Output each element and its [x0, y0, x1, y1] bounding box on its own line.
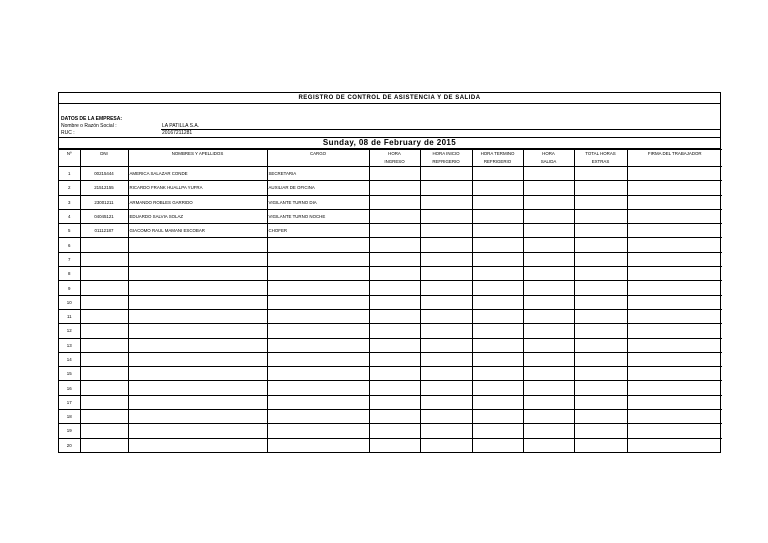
- row-hora-inicio-cell: [420, 224, 472, 238]
- table-row: [59, 410, 722, 424]
- row-cargo-cell: [267, 410, 369, 424]
- row-hora-ingreso-cell: [369, 281, 420, 295]
- row-dni-cell: [80, 338, 128, 352]
- row-cargo-cell: [267, 381, 369, 395]
- row-nombre-cell: [128, 267, 267, 281]
- row-cargo-cell: SECRETARIA: [267, 167, 369, 181]
- row-hora-salida-cell: [523, 267, 574, 281]
- row-dni-cell: [80, 424, 128, 438]
- header-firma-cont: [627, 158, 722, 167]
- row-firma-cell: [627, 410, 722, 424]
- table-row: [59, 395, 722, 409]
- row-hora-inicio-cell: [420, 338, 472, 352]
- row-cargo-cell: [267, 395, 369, 409]
- row-num-cell: 11: [59, 309, 80, 323]
- row-total-horas-cell: [574, 424, 627, 438]
- row-hora-ingreso-cell: [369, 195, 420, 209]
- row-nombre-cell: [128, 352, 267, 366]
- row-hora-termino-cell: [472, 338, 523, 352]
- row-dni-cell: [80, 238, 128, 252]
- row-hora-termino-cell: [472, 267, 523, 281]
- row-firma-cell: [627, 338, 722, 352]
- attendance-sheet: [58, 92, 721, 453]
- header-hora-termino-sub: REFRIGERIO: [472, 158, 523, 167]
- row-firma-cell: [627, 252, 722, 266]
- row-dni-cell: [80, 410, 128, 424]
- row-hora-inicio-cell: [420, 238, 472, 252]
- row-total-horas-cell: [574, 281, 627, 295]
- row-hora-inicio-cell: [420, 181, 472, 195]
- row-nombre-cell: [128, 295, 267, 309]
- header-num-cont: [59, 158, 80, 167]
- row-firma-cell: [627, 367, 722, 381]
- row-cargo-cell: [267, 438, 369, 452]
- company-name-label: Nombre o Razón Social :: [61, 123, 117, 129]
- company-info: [59, 104, 720, 129]
- row-hora-termino-cell: [472, 352, 523, 366]
- row-hora-inicio-cell: [420, 267, 472, 281]
- row-nombre-cell: [128, 238, 267, 252]
- row-hora-ingreso-cell: [369, 267, 420, 281]
- row-nombre-cell: [128, 281, 267, 295]
- row-hora-salida-cell: [523, 181, 574, 195]
- row-hora-salida-cell: [523, 352, 574, 366]
- row-hora-inicio-cell: [420, 381, 472, 395]
- row-hora-termino-cell: [472, 367, 523, 381]
- row-cargo-cell: [267, 238, 369, 252]
- row-hora-termino-cell: [472, 324, 523, 338]
- row-hora-salida-cell: [523, 309, 574, 323]
- table-row: [59, 167, 722, 181]
- row-cargo-cell: [267, 281, 369, 295]
- row-cargo-cell: [267, 295, 369, 309]
- table-row: [59, 224, 722, 238]
- row-hora-ingreso-cell: [369, 410, 420, 424]
- row-hora-termino-cell: [472, 295, 523, 309]
- table-row: [59, 267, 722, 281]
- row-total-horas-cell: [574, 324, 627, 338]
- row-nombre-cell: [128, 338, 267, 352]
- row-num-cell: 17: [59, 395, 80, 409]
- row-hora-termino-cell: [472, 224, 523, 238]
- header-hora-salida-sub: SALIDA: [523, 158, 574, 167]
- header-hora-inicio: HORA INICIO: [420, 150, 472, 159]
- row-firma-cell: [627, 181, 722, 195]
- row-firma-cell: [627, 295, 722, 309]
- table-row: [59, 424, 722, 438]
- row-hora-salida-cell: [523, 195, 574, 209]
- row-dni-cell: [80, 395, 128, 409]
- row-dni-cell: 01112187: [80, 224, 128, 238]
- row-nombre-cell: [128, 424, 267, 438]
- row-dni-cell: 21512155: [80, 181, 128, 195]
- table-row: [59, 209, 722, 223]
- table-row: [59, 352, 722, 366]
- header-cargo-cont: [267, 158, 369, 167]
- row-cargo-cell: AUXILIAR DE OFICINA: [267, 181, 369, 195]
- row-dni-cell: [80, 381, 128, 395]
- row-hora-termino-cell: [472, 181, 523, 195]
- row-hora-ingreso-cell: [369, 309, 420, 323]
- header-num: Nº: [59, 150, 80, 159]
- row-firma-cell: [627, 195, 722, 209]
- row-hora-inicio-cell: [420, 295, 472, 309]
- row-nombre-cell: [128, 410, 267, 424]
- company-ruc-label: RUC :: [61, 130, 75, 136]
- row-total-horas-cell: [574, 395, 627, 409]
- row-num-cell: 20: [59, 438, 80, 452]
- header-hora-termino: HORA TERMINO: [472, 150, 523, 159]
- table-row: [59, 381, 722, 395]
- row-hora-salida-cell: [523, 209, 574, 223]
- header-hora-inicio-sub: REFRIGERIO: [420, 158, 472, 167]
- row-hora-ingreso-cell: [369, 238, 420, 252]
- row-total-horas-cell: [574, 181, 627, 195]
- row-num-cell: 2: [59, 181, 80, 195]
- row-firma-cell: [627, 281, 722, 295]
- row-hora-salida-cell: [523, 381, 574, 395]
- table-row: [59, 295, 722, 309]
- row-cargo-cell: [267, 338, 369, 352]
- row-num-cell: 18: [59, 410, 80, 424]
- header-nombres: NOMBRES Y APELLIDOS: [128, 150, 267, 159]
- row-hora-ingreso-cell: [369, 209, 420, 223]
- row-hora-termino-cell: [472, 167, 523, 181]
- row-total-horas-cell: [574, 224, 627, 238]
- row-nombre-cell: [128, 252, 267, 266]
- row-hora-inicio-cell: [420, 309, 472, 323]
- row-hora-salida-cell: [523, 438, 574, 452]
- row-dni-cell: [80, 324, 128, 338]
- table-row: [59, 338, 722, 352]
- row-hora-ingreso-cell: [369, 324, 420, 338]
- row-hora-ingreso-cell: [369, 352, 420, 366]
- row-hora-salida-cell: [523, 281, 574, 295]
- row-num-cell: 4: [59, 209, 80, 223]
- row-nombre-cell: [128, 438, 267, 452]
- row-firma-cell: [627, 395, 722, 409]
- row-cargo-cell: [267, 324, 369, 338]
- row-hora-ingreso-cell: [369, 181, 420, 195]
- row-firma-cell: [627, 238, 722, 252]
- row-hora-salida-cell: [523, 167, 574, 181]
- row-hora-salida-cell: [523, 224, 574, 238]
- row-num-cell: 19: [59, 424, 80, 438]
- row-nombre-cell: GIACOMO RAUL MAMANI ESCOBAR: [128, 224, 267, 238]
- table-row: [59, 252, 722, 266]
- row-num-cell: 6: [59, 238, 80, 252]
- row-total-horas-cell: [574, 209, 627, 223]
- header-row-top: [59, 150, 722, 159]
- header-row-bottom: [59, 158, 722, 167]
- row-hora-termino-cell: [472, 281, 523, 295]
- row-nombre-cell: EDUARDO SALVIA SOLAZ: [128, 209, 267, 223]
- row-hora-termino-cell: [472, 395, 523, 409]
- row-hora-termino-cell: [472, 309, 523, 323]
- row-num-cell: 12: [59, 324, 80, 338]
- row-cargo-cell: CHOFER: [267, 224, 369, 238]
- row-hora-ingreso-cell: [369, 295, 420, 309]
- company-name-value: LA PATILLA S.A.: [162, 123, 200, 129]
- row-hora-salida-cell: [523, 238, 574, 252]
- row-total-horas-cell: [574, 367, 627, 381]
- table-row: [59, 238, 722, 252]
- row-nombre-cell: AMERICA SALAZAR CONDE: [128, 167, 267, 181]
- row-cargo-cell: VIGILANTE TURNO DIA: [267, 195, 369, 209]
- row-cargo-cell: [267, 309, 369, 323]
- row-total-horas-cell: [574, 309, 627, 323]
- row-dni-cell: [80, 438, 128, 452]
- row-hora-termino-cell: [472, 381, 523, 395]
- row-total-horas-cell: [574, 352, 627, 366]
- header-dni-cont: [80, 158, 128, 167]
- row-total-horas-cell: [574, 381, 627, 395]
- row-hora-ingreso-cell: [369, 224, 420, 238]
- row-cargo-cell: VIGILANTE TURNO NOCHE: [267, 209, 369, 223]
- row-hora-ingreso-cell: [369, 167, 420, 181]
- row-cargo-cell: [267, 267, 369, 281]
- row-hora-salida-cell: [523, 324, 574, 338]
- row-num-cell: 9: [59, 281, 80, 295]
- row-total-horas-cell: [574, 338, 627, 352]
- row-hora-inicio-cell: [420, 410, 472, 424]
- row-firma-cell: [627, 209, 722, 223]
- row-hora-termino-cell: [472, 438, 523, 452]
- row-nombre-cell: [128, 381, 267, 395]
- row-num-cell: 14: [59, 352, 80, 366]
- row-num-cell: 15: [59, 367, 80, 381]
- row-hora-inicio-cell: [420, 195, 472, 209]
- table-row: [59, 195, 722, 209]
- header-firma: FIRMA DEL TRABAJADOR: [627, 150, 722, 159]
- row-hora-ingreso-cell: [369, 381, 420, 395]
- row-firma-cell: [627, 424, 722, 438]
- row-total-horas-cell: [574, 438, 627, 452]
- row-num-cell: 10: [59, 295, 80, 309]
- row-hora-salida-cell: [523, 252, 574, 266]
- row-num-cell: 1: [59, 167, 80, 181]
- row-hora-termino-cell: [472, 252, 523, 266]
- row-hora-termino-cell: [472, 195, 523, 209]
- row-nombre-cell: RICARDO FRANK HUALLPA YUFRA: [128, 181, 267, 195]
- row-nombre-cell: ARMANDO ROBLES GARRIDO: [128, 195, 267, 209]
- row-num-cell: 13: [59, 338, 80, 352]
- row-hora-inicio-cell: [420, 252, 472, 266]
- row-firma-cell: [627, 167, 722, 181]
- row-dni-cell: 04045121: [80, 209, 128, 223]
- row-firma-cell: [627, 352, 722, 366]
- row-total-horas-cell: [574, 295, 627, 309]
- row-total-horas-cell: [574, 167, 627, 181]
- row-num-cell: 7: [59, 252, 80, 266]
- row-hora-ingreso-cell: [369, 395, 420, 409]
- row-hora-salida-cell: [523, 367, 574, 381]
- row-cargo-cell: [267, 367, 369, 381]
- header-hora-ingreso: HORA: [369, 150, 420, 159]
- table-row: [59, 309, 722, 323]
- company-ruc-row: [59, 129, 720, 137]
- row-dni-cell: 00215444: [80, 167, 128, 181]
- row-dni-cell: [80, 309, 128, 323]
- row-hora-ingreso-cell: [369, 252, 420, 266]
- row-hora-ingreso-cell: [369, 338, 420, 352]
- row-cargo-cell: [267, 424, 369, 438]
- row-num-cell: 5: [59, 224, 80, 238]
- row-total-horas-cell: [574, 410, 627, 424]
- row-nombre-cell: [128, 324, 267, 338]
- row-firma-cell: [627, 381, 722, 395]
- row-dni-cell: [80, 281, 128, 295]
- row-firma-cell: [627, 309, 722, 323]
- row-nombre-cell: [128, 395, 267, 409]
- table-row: [59, 367, 722, 381]
- row-total-horas-cell: [574, 195, 627, 209]
- row-nombre-cell: [128, 309, 267, 323]
- table-row: [59, 281, 722, 295]
- row-firma-cell: [627, 438, 722, 452]
- row-hora-inicio-cell: [420, 167, 472, 181]
- row-total-horas-cell: [574, 238, 627, 252]
- row-hora-salida-cell: [523, 410, 574, 424]
- attendance-table: [59, 149, 722, 452]
- row-num-cell: 3: [59, 195, 80, 209]
- row-hora-inicio-cell: [420, 424, 472, 438]
- row-dni-cell: 23001211: [80, 195, 128, 209]
- row-hora-inicio-cell: [420, 367, 472, 381]
- row-cargo-cell: [267, 352, 369, 366]
- header-total-horas: TOTAL HORAS: [574, 150, 627, 159]
- row-hora-inicio-cell: [420, 438, 472, 452]
- row-hora-inicio-cell: [420, 395, 472, 409]
- table-row: [59, 324, 722, 338]
- header-cargo: CARGO: [267, 150, 369, 159]
- row-hora-termino-cell: [472, 209, 523, 223]
- row-dni-cell: [80, 367, 128, 381]
- row-hora-termino-cell: [472, 410, 523, 424]
- row-dni-cell: [80, 252, 128, 266]
- row-cargo-cell: [267, 252, 369, 266]
- table-row: [59, 438, 722, 452]
- row-dni-cell: [80, 295, 128, 309]
- row-hora-termino-cell: [472, 424, 523, 438]
- company-section-label: DATOS DE LA EMPRESA:: [61, 116, 123, 122]
- row-hora-inicio-cell: [420, 352, 472, 366]
- row-dni-cell: [80, 267, 128, 281]
- row-hora-salida-cell: [523, 395, 574, 409]
- row-total-horas-cell: [574, 252, 627, 266]
- report-date: Sunday, 08 de February de 2015: [59, 137, 720, 149]
- row-hora-salida-cell: [523, 295, 574, 309]
- row-hora-ingreso-cell: [369, 438, 420, 452]
- table-row: [59, 181, 722, 195]
- row-hora-inicio-cell: [420, 281, 472, 295]
- header-dni: DNI: [80, 150, 128, 159]
- row-hora-inicio-cell: [420, 209, 472, 223]
- row-nombre-cell: [128, 367, 267, 381]
- row-hora-ingreso-cell: [369, 424, 420, 438]
- row-num-cell: 8: [59, 267, 80, 281]
- header-total-horas-sub: EXTRAS: [574, 158, 627, 167]
- row-dni-cell: [80, 352, 128, 366]
- row-total-horas-cell: [574, 267, 627, 281]
- row-hora-inicio-cell: [420, 324, 472, 338]
- company-ruc-value: 20167211281: [162, 130, 193, 136]
- row-hora-termino-cell: [472, 238, 523, 252]
- row-hora-ingreso-cell: [369, 367, 420, 381]
- header-nombres-cont: [128, 158, 267, 167]
- row-firma-cell: [627, 267, 722, 281]
- row-hora-salida-cell: [523, 424, 574, 438]
- row-hora-salida-cell: [523, 338, 574, 352]
- sheet-title: REGISTRO DE CONTROL DE ASISTENCIA Y DE SALIDA: [59, 93, 720, 104]
- header-hora-salida: HORA: [523, 150, 574, 159]
- row-num-cell: 16: [59, 381, 80, 395]
- row-firma-cell: [627, 324, 722, 338]
- header-hora-ingreso-sub: INGRESO: [369, 158, 420, 167]
- row-firma-cell: [627, 224, 722, 238]
